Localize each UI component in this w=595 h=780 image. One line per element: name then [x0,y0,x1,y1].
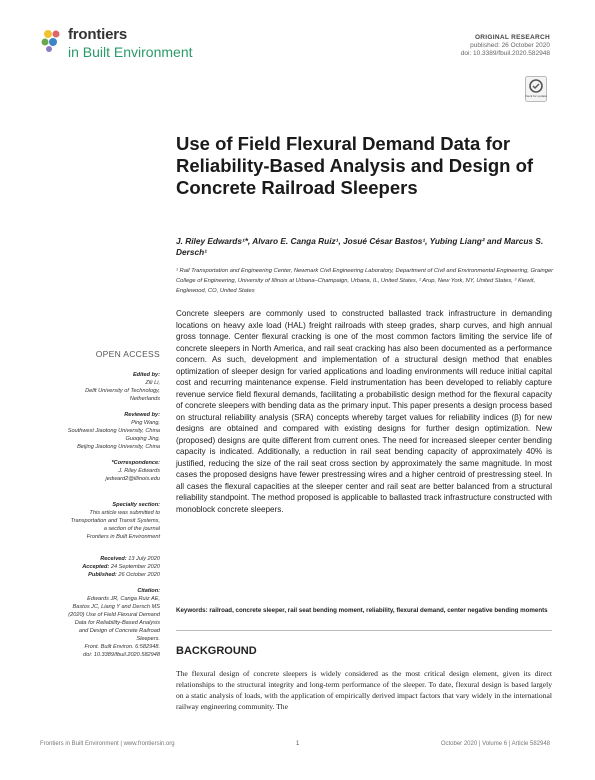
keywords-list: railroad, concrete sleeper, rail seat bending moment, reliability, flexural demand, center negative bending moments [209,607,548,614]
abstract: Concrete sleepers are commonly used to constructed ballasted track infrastructure in demanding locations on heavy axle load (HAL) freight railroads with steep grades, sharp curves, and high annual gross tonnage. Center flexural cracking is one of the most common factors limiting the service life of concrete sleepers in North America, and rail seat cracking has also been documented as a performance concern. As such, development and implementation of a structural design method that enables optimization of sleeper design for varied applications and loading environments will reduce initial capital cost and recurring maintenance expense. Field instrumentation has been developed to reliably capture revenue service field flexural demands, facilitating a probabilistic design method for the flexural capacity of concrete sleepers with bending data as the primary input. This paper presents a design process based on structural reliability analysis (SRA) concepts whereby target values for reliability indices (β) for new designs are obtained and compared with existing designs for further design optimization. New (proposed) designs are quite different from current ones. The need for increased sleeper center bending capacity is indicated. Additionally, a reduction in rail seat bending capacity of approximately 40% is justified, reducing the size of the rail seat cross section by approximately the same magnitude. In most cases the proposed designs have fewer prestressing wires and a higher centroid of prestressing steel. In all cases the flexural capacities at the sleeper center and rail seat are better balanced from a structural reliability standpoint. The method proposed is applicable to ballasted track infrastructure constructed with monoblock concrete sleepers. [176,309,552,514]
reviewer-line: Southwest Jiaotong University, China [67,428,160,434]
affiliations: ¹ Rail Transportation and Engineering Center, Newmark Civil Engineering Laboratory, Department of Civil and Environmental Engineering, Grainger College of Engineering, University of Illinois at Urbana–Champaign, Urbana, IL, United States, ² Arup, New York, NY, United States, ³ Kiewit, Englewood, CO, United States [176,268,554,294]
author-list: J. Riley Edwards¹*, Alvaro E. Canga Ruiz¹, Josué César Bastos¹, Yubing Liang² and Marcus S. Dersch¹ [176,236,544,257]
reviewed-by-block [40,411,160,451]
accepted-label: Accepted: [82,564,110,570]
published-date-sidebar: 26 October 2020 [118,572,160,578]
section-heading: BACKGROUND [176,645,257,657]
article-header-info [461,34,550,58]
citation-line: and Design of Concrete Railroad [78,628,160,634]
published-date: published: 26 October 2020 [470,42,550,49]
page-number: 1 [296,741,300,747]
svg-text:Check for updates: Check for updates [525,94,547,98]
divider [176,630,552,631]
check-for-updates-badge[interactable] [525,76,547,102]
article-type: ORIGINAL RESEARCH [474,34,550,41]
edited-by-label: Edited by: [132,372,160,378]
check-for-updates-icon [525,76,547,102]
article-title: Use of Field Flexural Demand Data for Reliability-Based Analysis and Design of Concrete Railroad Sleepers [176,133,534,198]
received-date: 13 July 2020 [128,556,160,562]
editor-line: Zili Li, [145,380,160,386]
reviewer-line: Guoqing Jing, [125,436,160,442]
citation-line: (2020) Use of Field Flexural Demand [68,612,160,618]
edited-by-block [40,371,160,403]
correspondence-name: J. Riley Edwards [118,468,160,474]
open-access-label: OPEN ACCESS [95,349,160,359]
logo-brand: frontiers [68,26,128,43]
received-label: Received: [100,556,127,562]
keywords [176,606,552,615]
frontiers-logo [40,24,193,64]
editor-line: Delft University of Technology, [85,388,160,394]
correspondence-email[interactable]: jedward2@illinois.edu [105,476,160,482]
specialty-line: Transportation and Transit Systems, [70,518,160,524]
citation-label: Citation: [137,588,160,594]
logo-journal-name: in Built Environment [68,44,193,60]
citation-block [40,587,160,659]
frontiers-logo-icon [40,28,66,54]
citation-line: Bastos JC, Liang Y and Dersch MS [72,604,160,610]
citation-line: doi: 10.3389/fbuil.2020.582948 [83,652,160,658]
published-label: Published: [88,572,117,578]
specialty-line: Frontiers in Built Environment [86,534,160,540]
article-doi[interactable]: doi: 10.3389/fbuil.2020.582948 [460,50,550,57]
citation-line: Edwards JR, Canga Ruiz AE, [87,596,160,602]
editor-line: Netherlands [129,396,160,402]
specialty-label: Specialty section: [112,502,160,508]
correspondence-block [40,459,160,483]
reviewer-line: Beijing Jiaotong University, China [77,444,160,450]
footer-journal[interactable]: Frontiers in Built Environment | www.frontiersin.org [40,741,175,747]
correspondence-label: *Correspondence: [111,460,160,466]
citation-line: Sleepers. [136,636,160,642]
body-text: The flexural design of concrete sleepers is widely considered as the most critical design element, given its direct relationships to the structural integrity and long-term performance of the sleeper. To date, flexural design is based largely on a static analysis of loads, with the application of empirically derived impact factors that vary widely in the international railway engineering community. The [176,669,552,711]
reviewer-line: Ping Wang, [131,420,160,426]
citation-line: Front. Built Environ. 6:582948. [84,644,160,650]
specialty-section-block [40,501,160,541]
reviewed-by-label: Reviewed by: [124,412,160,418]
citation-line: Data for Reliability-Based Analysis [74,620,160,626]
accepted-date: 24 September 2020 [110,564,160,570]
specialty-line: a section of the journal [103,526,160,532]
footer-issue: October 2020 | Volume 6 | Article 582948 [440,741,550,747]
dates-block [40,555,160,579]
specialty-line: This article was submitted to [89,510,160,516]
keywords-label: Keywords: [176,607,208,614]
